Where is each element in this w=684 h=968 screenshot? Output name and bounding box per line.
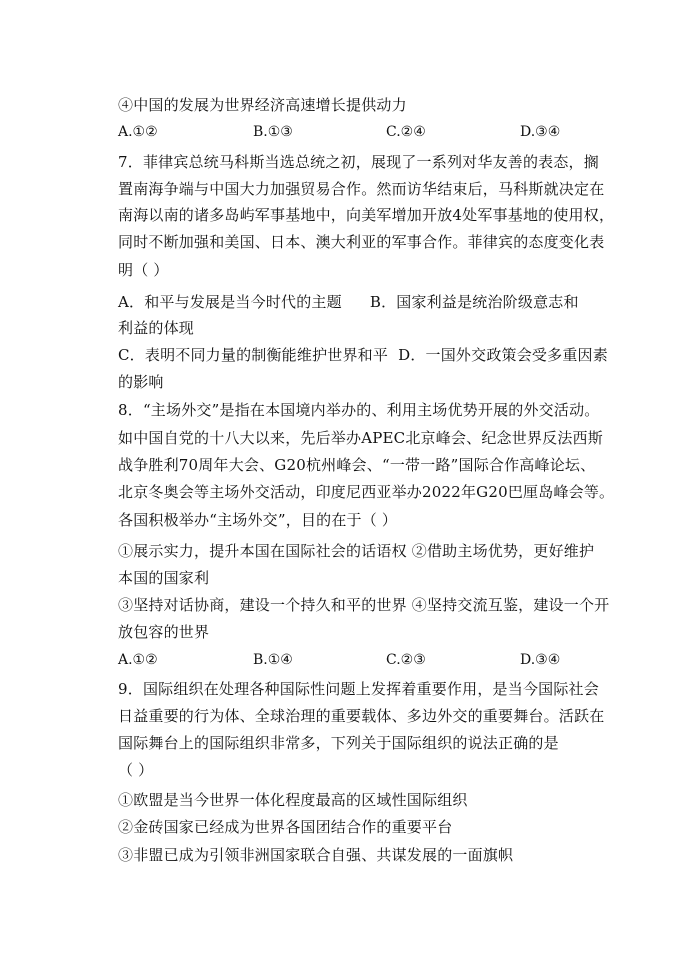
q7-stem-line-3: 南海以南的诸多岛屿军事基地中，向美军增加开放4处军事基地的使用权， (118, 206, 615, 224)
q8-option-a[interactable]: A.①② (118, 652, 158, 668)
q6-option-c[interactable]: C.②④ (386, 124, 426, 140)
q8-stem-line-3: 战争胜利70周年大会、G20杭州峰会、“一带一路”国际合作高峰论坛、 (118, 456, 596, 474)
q7-option-c[interactable]: C．表明不同力量的制衡能维护世界和平 (118, 346, 389, 364)
q7-option-b[interactable]: B．国家利益是统治阶级意志和 (369, 293, 579, 311)
q9-item-1: ①欧盟是当今世界一体化程度最高的区域性国际组织 (118, 791, 468, 809)
q7-stem-line-5: 明（ ） (118, 261, 169, 279)
q8-items-1-2: ①展示实力，提升本国在国际社会的话语权 ②借助主场优势，更好维护 (118, 542, 595, 560)
q7-options-ab (118, 292, 579, 312)
q9-stem-line-3: 国际舞台上的国际组织非常多，下列关于国际组织的说法正确的是 (118, 734, 559, 752)
q7-stem-line-4: 同时不断加强和美国、日本、澳大利亚的军事合作。菲律宾的态度变化表 (118, 233, 605, 251)
q7-options-cd (118, 345, 608, 365)
q9-item-2: ②金砖国家已经成为世界各国团结合作的重要平台 (118, 818, 453, 836)
q6-option-b[interactable]: B.①③ (253, 124, 293, 140)
q6-options (118, 122, 570, 142)
q9-stem-line-1: 9．国际组织在处理各种国际性问题上发挥着重要作用，是当今国际社会 (118, 680, 599, 698)
q9-stem-line-2: 日益重要的行为体、全球治理的重要载体、多边外交的重要舞台。活跃在 (118, 707, 605, 725)
q9-item-3: ③非盟已成为引领非洲国家联合自强、共谋发展的一面旗帜 (118, 846, 514, 864)
q7-option-d-cont: 的影响 (118, 373, 164, 391)
q8-option-b[interactable]: B.①④ (253, 652, 293, 668)
q9-stem-line-4: （ ） (118, 761, 154, 779)
q7-option-b-cont: 利益的体现 (118, 319, 195, 337)
q8-option-d[interactable]: D.③④ (520, 652, 561, 668)
q8-stem-line-5: 各国积极举办“主场外交”，目的在于（ ） (118, 511, 398, 529)
q7-option-a[interactable]: A．和平与发展是当今时代的主题 (118, 293, 342, 311)
q7-stem-line-1: 7．菲律宾总统马科斯当选总统之初，展现了一系列对华友善的表态，搁 (118, 153, 599, 171)
q8-stem-line-1: 8．“主场外交”是指在本国境内举办的、利用主场优势开展的外交活动。 (118, 401, 600, 419)
q8-stem-line-2: 如中国自党的十八大以来，先后举办APEC北京峰会、纪念世界反法西斯 (118, 429, 603, 447)
q7-option-d[interactable]: D．一国外交政策会受多重因素 (398, 346, 608, 364)
q6-item-4: ④中国的发展为世界经济高速增长提供动力 (118, 96, 407, 114)
q6-option-a[interactable]: A.①② (118, 124, 158, 140)
q8-options (118, 650, 570, 670)
q8-option-c[interactable]: C.②③ (386, 652, 426, 668)
q6-option-d[interactable]: D.③④ (520, 124, 561, 140)
q8-item-4-cont: 放包容的世界 (118, 623, 210, 641)
q8-stem-line-4: 北京冬奥会等主场外交活动，印度尼西亚举办2022年G20巴厘岛峰会等。 (118, 483, 615, 501)
q8-items-3-4: ③坚持对话协商，建设一个持久和平的世界 ④坚持交流互鉴，建设一个开 (118, 596, 610, 614)
q7-stem-line-2: 置南海争端与中国大力加强贸易合作。然而访华结束后，马科斯就决定在 (118, 180, 605, 198)
q8-item-2-cont: 本国的国家利 (118, 569, 210, 587)
